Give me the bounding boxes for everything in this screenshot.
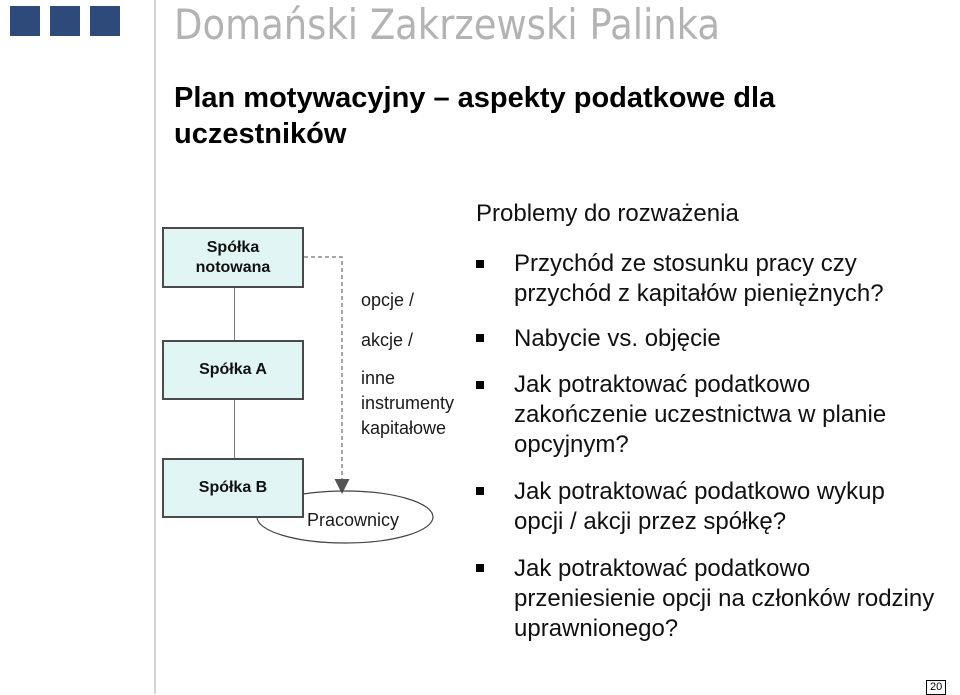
- problem-5-line-2: przeniesienie opcji na członków rodziny: [514, 585, 935, 612]
- problem-5-line-1: Jak potraktować podatkowo: [514, 555, 811, 582]
- box-a-label: Spółka A: [199, 361, 267, 378]
- instrument-inne: inne: [361, 368, 396, 388]
- instrument-opcje: opcje /: [361, 290, 415, 310]
- problem-item-4: [514, 477, 885, 537]
- problem-item-2: [514, 324, 721, 354]
- problem-5-line-3: uprawnionego?: [514, 615, 679, 642]
- bullet-1: [476, 260, 484, 268]
- title-line-2: uczestników: [174, 118, 347, 150]
- box-spolka-b: [162, 458, 304, 518]
- problem-item-5: [514, 554, 934, 644]
- problems-heading: Problemy do rozważenia: [476, 200, 739, 227]
- instrument-instrumenty: instrumenty: [361, 393, 455, 413]
- dashed-arrow: [304, 257, 342, 488]
- problem-item-1: [514, 249, 884, 309]
- page-number: 20: [926, 680, 946, 695]
- instrument-akcje: akcje /: [361, 330, 414, 350]
- box-spolka-a: [162, 340, 304, 400]
- brand-name: Domański Zakrzewski Palinka: [174, 0, 721, 49]
- problem-4-line-2: opcji / akcji przez spółkę?: [514, 508, 787, 535]
- instrument-kapitalowe: kapitałowe: [361, 418, 447, 438]
- bullet-2: [476, 334, 484, 342]
- problem-2-line-1: Nabycie vs. objęcie: [514, 325, 721, 352]
- box-notowana-line1: Spółka: [206, 238, 260, 256]
- box-spolka-notowana: [162, 227, 304, 288]
- problem-1-line-1: Przychód ze stosunku pracy czy: [514, 250, 857, 277]
- problem-4-line-1: Jak potraktować podatkowo wykup: [514, 478, 885, 505]
- problem-3-line-1: Jak potraktować podatkowo: [514, 371, 811, 398]
- problem-1-line-2: przychód z kapitałów pieniężnych?: [514, 280, 884, 307]
- bullet-3: [476, 381, 484, 389]
- problem-item-3: [514, 370, 886, 460]
- title-line-1: Plan motywacyjny – aspekty podatkowe dla: [174, 82, 776, 114]
- employees-label: Pracownicy: [307, 510, 400, 530]
- bullet-4: [476, 487, 484, 495]
- problem-3-line-3: opcyjnym?: [514, 431, 629, 458]
- bullet-5: [476, 564, 484, 572]
- box-b-label: Spółka B: [198, 479, 268, 496]
- box-notowana-line2: notowana: [195, 258, 271, 276]
- problem-3-line-2: zakończenie uczestnictwa w planie: [514, 401, 887, 428]
